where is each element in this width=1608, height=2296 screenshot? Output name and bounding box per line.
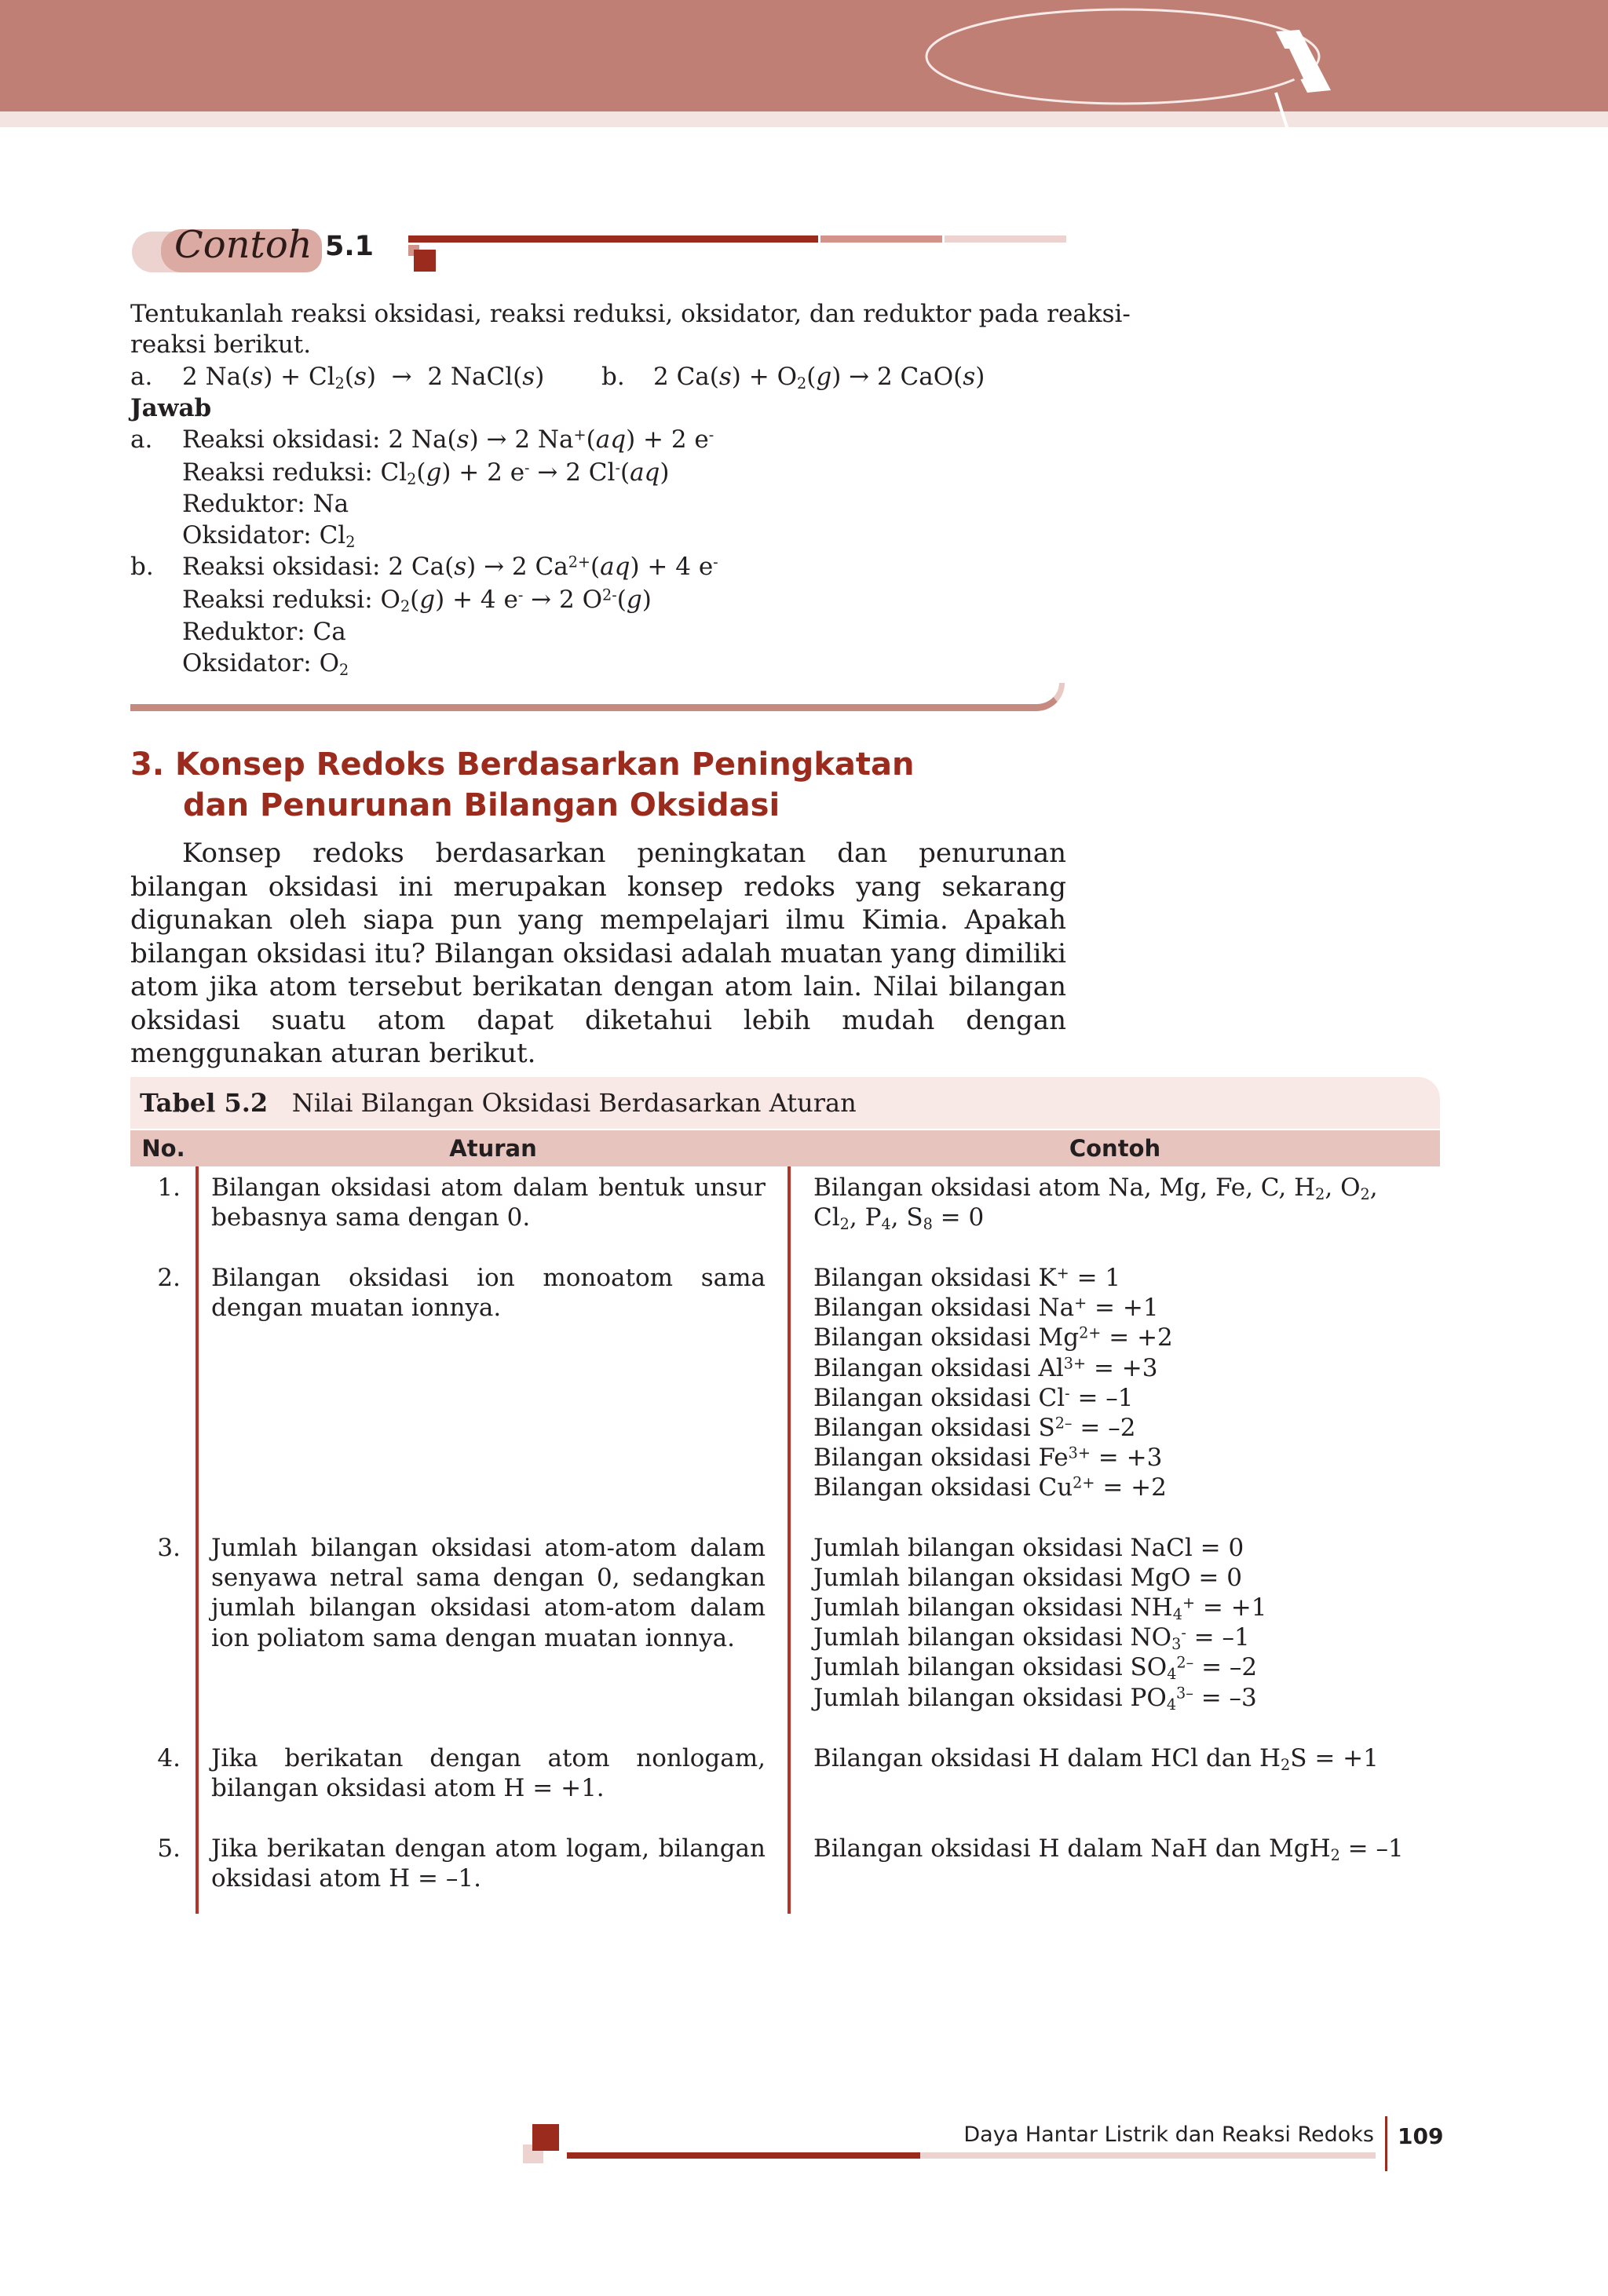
table-header-no: No. [141,1135,185,1162]
table-divider-1 [196,1166,199,1914]
table-row-2-no: 2. [157,1264,181,1292]
table-row-4-no: 4. [157,1744,181,1772]
footer-bar-light [920,2152,1376,2159]
section-paragraph: Konsep redoks berdasarkan peningkatan dan penurunan bilangan oksidasi ini merupakan konsep redoks yang sekarang digunakan oleh siapa pun yang mempelajari ilmu Kimia. Apakah bilangan oksidasi itu? Bilangan oksidasi adalah muatan yang dimiliki atom jika atom tersebut berikatan dengan atom lain. Nilai bilangan oksidasi suatu atom dapat diketahui lebih mudah dengan menggunakan aturan berikut. [130,838,1066,1069]
example-square-dark [414,250,436,272]
answer-b-oxidator: Oksidator: $O_2$ [182,649,349,679]
answer-a-label: a. [130,425,153,454]
example-prompt-line1: Tentukanlah reaksi oksidasi, reaksi reduksi, oksidator, dan reduktor pada reaksi- [130,300,1131,328]
table-divider-2 [788,1166,791,1914]
answer-a-reduction: Reaksi reduksi: $Cl_2(g) + 2$ e- → 2 Cl-(aq) [182,458,670,488]
table-caption-text: Nilai Bilangan Oksidasi Berdasarkan Aturan [291,1088,857,1118]
footer-chapter-title: Daya Hantar Listrik dan Reaksi Redoks [963,2123,1374,2147]
table-row-1-example: Bilangan oksidasi atom Na, Mg, Fe, C, $H_2$, $O_2$, $Cl_2$, $P_4$, $S_8 = 0$ [813,1174,1378,1233]
answer-b-label: b. [130,553,154,581]
item-a-label: a. [130,363,153,391]
table-row-3-example-2: Jumlah bilangan oksidasi MgO = 0 [813,1564,1242,1592]
table-row-2-examples: Bilangan oksidasi K+ = 1 Bilangan oksidasi Na+ = +1 Bilangan oksidasi $Mg^{2+} = +2$ Bilangan oksidasi $Al^{3+} = +3$ Bilangan oksidasi Cl- = –1 Bilangan oksidasi $S^{2-} = -2$ Bilangan oksidasi $Fe^{3+} = +3$ Bilangan oksidasi $Cu^{2+} = +2$ [813,1264,1173,1502]
example-box-border [130,683,1065,711]
example-number: 5.1 [325,231,375,262]
footer-bar-dark [567,2152,920,2159]
example-prompt-line2: reaksi berikut. [130,330,312,359]
table-row-3-example-3: Jumlah bilangan oksidasi $NH_4^+ = +1$ Jumlah bilangan oksidasi $NO_3^- = -1$ Jumlah bilangan oksidasi $SO_4^{2-} = -2$ Jumlah bilangan oksidasi $PO_4^{3-} = -3$ [813,1593,1267,1714]
table-row-1-no: 1. [157,1174,181,1202]
table-row-3-example-1: Jumlah bilangan oksidasi NaCl = 0 [813,1534,1244,1562]
header-swirl-decoration [848,0,1608,133]
example-bar-dark [408,235,818,243]
footer-divider [1385,2116,1387,2171]
table-row-5-no: 5. [157,1834,181,1863]
table-caption [140,1087,857,1119]
section-heading-line2: dan Penurunan Bilangan Oksidasi [183,787,780,823]
table-row-2-rule: Bilangan oksidasi ion monoatom sama dengan muatan ionnya. [211,1264,766,1323]
answer-a-reductor: Reduktor: Na [182,490,349,518]
example-bar-mid [820,235,942,243]
reaction-a: 2 $Na(s) + Cl_2(s) \to 2$ NaCl(s) [182,363,545,392]
answer-a-oxidation: Reaksi oksidasi: 2 Na(s) → 2 Na+(aq) + 2 e- [182,425,714,454]
example-bar-light [945,235,1066,243]
table-row-4-rule: Jika berikatan dengan atom nonlogam, bilangan oksidasi atom H = +1. [211,1744,766,1803]
table-row-1-rule: Bilangan oksidasi atom dalam bentuk unsur bebasnya sama dengan 0. [211,1174,766,1232]
table-row-4-example: Bilangan oksidasi H dalam HCl dan $H_2S = +1$ [813,1744,1379,1774]
table-header-rule: Aturan [449,1135,537,1162]
item-b-label: b. [601,363,625,391]
table-caption-label: Tabel 5.2 [140,1088,269,1118]
table-header-example: Contoh [1069,1135,1161,1162]
page-number: 109 [1398,2123,1444,2149]
table-row-5-rule: Jika berikatan dengan atom logam, bilangan oksidasi atom H = –1. [211,1834,766,1893]
answer-a-oxidator: Oksidator: $Cl_2$ [182,521,356,551]
section-heading-line1: 3. Konsep Redoks Berdasarkan Peningkatan [130,746,915,783]
answer-b-oxidation: Reaksi oksidasi: 2 Ca(s) → 2 $Ca^{2+}(aq) + 4$ e- [182,553,718,581]
footer-square-dark [532,2124,559,2151]
answer-label: Jawab [130,394,212,422]
table-row-3-rule: Jumlah bilangan oksidasi atom-atom dalam senyawa netral sama dengan 0, sedangkan jumlah bilangan oksidasi atom-atom dalam ion poliatom sama dengan muatan ionnya. [211,1534,766,1652]
answer-b-reductor: Reduktor: Ca [182,618,346,646]
example-title: Contoh [174,223,312,267]
answer-b-reduction: Reaksi reduksi: $O_2(g) + 4$ e- → 2 $O^{2-}(g)$ [182,586,652,615]
table-row-3-no: 3. [157,1534,181,1562]
reaction-b: 2 $Ca(s) + O_2(g) \to 2$ CaO(s) [653,363,985,392]
table-row-5-example: Bilangan oksidasi H dalam NaH dan MgH$_2$ = –1 [813,1834,1404,1864]
